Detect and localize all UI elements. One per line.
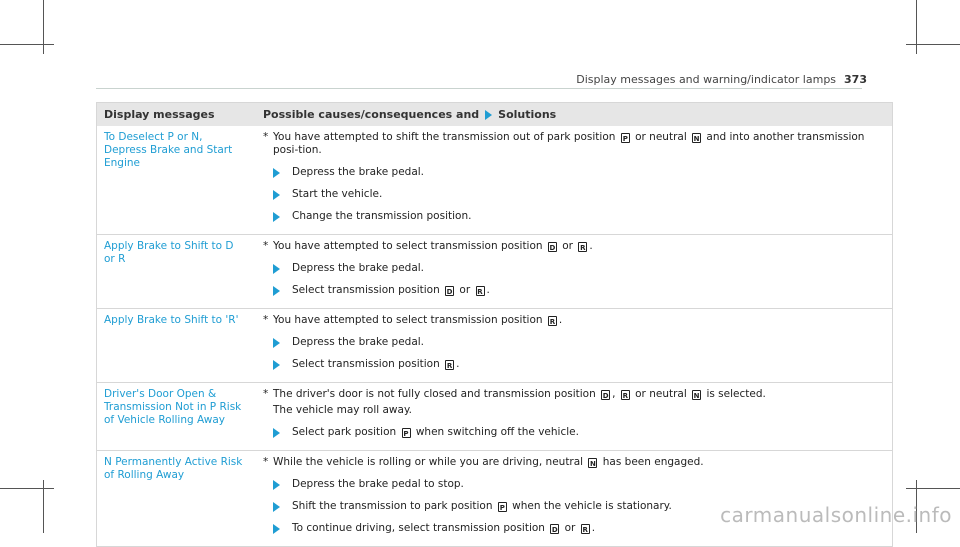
crop-mark xyxy=(0,488,54,489)
solution-step: Depress the brake pedal to stop. xyxy=(273,478,884,491)
cause-bullet: * While the vehicle is rolling or while you are driving, neutral N has been engaged. xyxy=(263,456,704,468)
watermark: carmanualsonline.info xyxy=(720,503,952,527)
message-text: N Permanently Active Risk of Rolling Away xyxy=(104,456,243,481)
table-row xyxy=(97,126,892,235)
message-text: Apply Brake to Shift to 'R' xyxy=(104,314,239,326)
step-arrow-icon xyxy=(273,338,280,348)
step-arrow-icon xyxy=(273,286,280,296)
gear-key-icon: N xyxy=(590,460,596,468)
gear-key-icon: N xyxy=(693,392,700,400)
gear-key-icon: R xyxy=(549,318,556,326)
cause-bullet: * You have attempted to select transmission position D or R . xyxy=(263,240,593,252)
solution-step: Change the transmission position. xyxy=(273,210,884,223)
step-arrow-icon xyxy=(273,212,280,222)
solution-step: Select transmission position D or R . xyxy=(273,284,884,297)
crop-mark xyxy=(906,44,960,45)
gear-key-icon: N xyxy=(693,135,700,143)
gear-key-icon: D xyxy=(602,392,609,400)
header-rule xyxy=(96,88,862,89)
gear-key-icon: D xyxy=(551,526,558,534)
gear-key-icon: R xyxy=(580,244,586,252)
table-row xyxy=(97,383,892,451)
solution-step: Depress the brake pedal. xyxy=(273,166,884,179)
crop-mark xyxy=(43,480,44,533)
solution-step: To continue driving, select transmission position D or R . xyxy=(273,522,884,535)
gear-key-icon: P xyxy=(403,430,409,438)
cause-bullet: * You have attempted to select transmission position R . xyxy=(263,314,563,326)
gear-key-icon: R xyxy=(582,526,588,534)
step-arrow-icon xyxy=(273,524,280,534)
solution-arrow-icon xyxy=(485,110,492,120)
col-header-causes-label: Possible causes/consequences and xyxy=(263,108,480,121)
step-arrow-icon xyxy=(273,360,280,370)
table-row xyxy=(97,309,892,383)
step-arrow-icon xyxy=(273,190,280,200)
gear-key-icon: R xyxy=(446,362,453,370)
cause-bullet: * You have attempted to shift the transmission out of park position P or neutral N and into another transmission posi-tion. xyxy=(263,131,865,156)
page-number: 373 xyxy=(844,73,867,86)
solution-step: Depress the brake pedal. xyxy=(273,262,884,275)
crop-mark xyxy=(906,488,960,489)
gear-key-icon: D xyxy=(549,244,556,252)
table-row xyxy=(97,235,892,309)
solution-step: Start the vehicle. xyxy=(273,188,884,201)
cause-cell xyxy=(252,126,892,234)
col-header-causes xyxy=(252,108,892,121)
page-header-title: Display messages and warning/indicator lamps xyxy=(576,73,837,86)
gear-key-icon: R xyxy=(477,288,483,296)
message-text: Apply Brake to Shift to D or R xyxy=(104,240,234,265)
col-header-solutions-label: Solutions xyxy=(498,108,557,121)
page-header xyxy=(576,73,867,86)
step-arrow-icon xyxy=(273,264,280,274)
message-text: To Deselect P or N, Depress Brake and Start Engine xyxy=(104,131,233,169)
solution-step: Select park position P when switching off the vehicle. xyxy=(273,426,884,439)
step-arrow-icon xyxy=(273,168,280,178)
solution-step: Shift the transmission to park position P when the vehicle is stationary. xyxy=(273,500,884,513)
cause-cell xyxy=(252,309,892,382)
gear-key-icon: D xyxy=(446,288,453,296)
step-arrow-icon xyxy=(273,428,280,438)
gear-key-icon: R xyxy=(622,392,628,400)
cause-cell xyxy=(252,451,892,546)
step-arrow-icon xyxy=(273,502,280,512)
step-arrow-icon xyxy=(273,480,280,490)
col-header-messages: Display messages xyxy=(104,108,215,121)
solution-step: Select transmission position R . xyxy=(273,358,884,371)
table-header xyxy=(97,103,892,126)
crop-mark xyxy=(916,0,917,54)
cause-extra: The vehicle may roll away. xyxy=(273,404,413,416)
cause-cell xyxy=(252,383,892,450)
display-messages-table xyxy=(96,102,893,547)
cause-bullet: * The driver's door is not fully closed and transmission position D , R or neutral N is selected. xyxy=(263,388,766,400)
gear-key-icon: P xyxy=(499,504,505,512)
cause-cell xyxy=(252,235,892,308)
gear-key-icon: P xyxy=(622,135,628,143)
solution-step: Depress the brake pedal. xyxy=(273,336,884,349)
crop-mark xyxy=(43,0,44,54)
message-text: Driver's Door Open & Transmission Not in P Risk of Vehicle Rolling Away xyxy=(104,388,242,426)
crop-mark xyxy=(0,44,54,45)
